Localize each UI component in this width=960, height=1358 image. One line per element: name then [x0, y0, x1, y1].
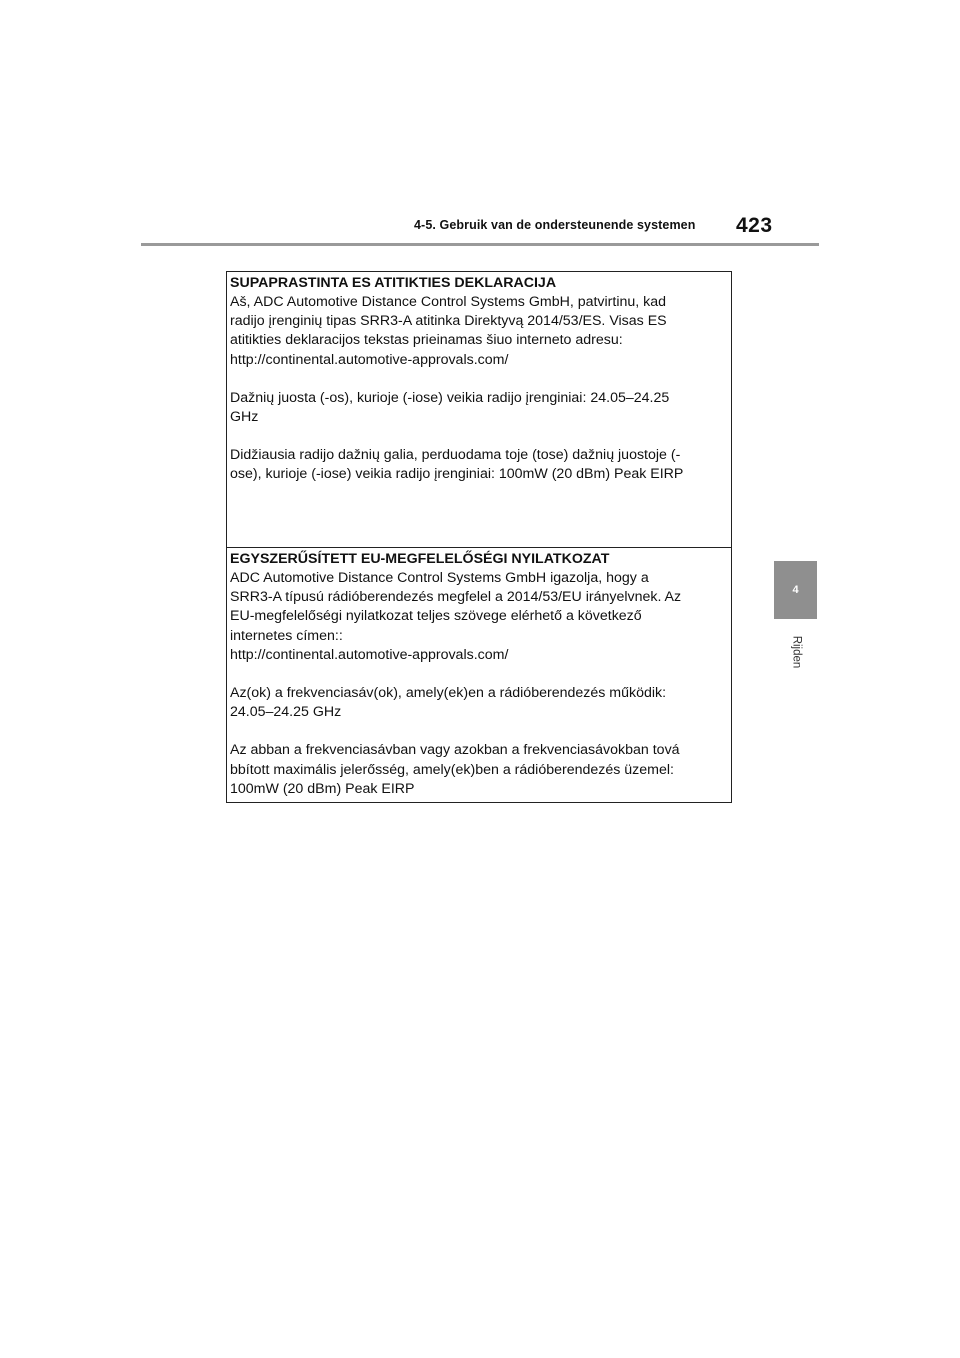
header-divider: [141, 243, 819, 246]
declaration-box: [226, 271, 732, 803]
chapter-number: 4: [792, 584, 799, 596]
declaration-paragraph: Az(ok) a frekvenciasáv(ok), amely(ek)en a rádióberendezés működik: 24.05–24.25 GHz: [230, 685, 667, 721]
declaration-title: EGYSZERŰSÍTETT EU-MEGFELELŐSÉGI NYILATKOZAT: [230, 551, 610, 567]
page-number: 423: [736, 214, 773, 237]
declaration-paragraph: Aš, ADC Automotive Distance Control Systems GmbH, patvirtinu, kad radijo įrenginių tipas SRR3-A atitinka Direktyvą 2014/53/ES. Visas ES atitikties deklaracijos tekstas prieinamas šiuo interneto adresu: http://continental.automotive-approvals.com/: [230, 294, 667, 368]
chapter-label-text: Rijden: [789, 635, 802, 669]
chapter-tab: [774, 561, 817, 619]
declaration-paragraph: ADC Automotive Distance Control Systems GmbH igazolja, hogy a SRR3-A típusú rádióberendezés megfelel a 2014/53/EU irányelvnek. Az EU-megfelelőségi nyilatkozat teljes szövege elérhető a következő internetes címen:: http://continental.automotive-approvals.com/: [230, 570, 682, 663]
declaration-lithuanian: [227, 272, 731, 548]
chapter-label: [776, 627, 816, 677]
section-title: 4-5. Gebruik van de ondersteunende systemen: [414, 218, 696, 232]
declaration-paragraph: Az abban a frekvenciasávban vagy azokban a frekvenciasávokban tová bbított maximális jelerősség, amely(ek)ben a rádióberendezés üzemel: 100mW (20 dBm) Peak EIRP: [230, 742, 680, 797]
declaration-title: SUPAPRASTINTA ES ATITIKTIES DEKLARACIJA: [230, 275, 557, 291]
declaration-hungarian: [227, 548, 731, 802]
declaration-paragraph: Didžiausia radijo dažnių galia, perduodama toje (tose) dažnių juostoje (- ose), kurioje (-iose) veikia radijo įrenginiai: 100mW (20 dBm) Peak EIRP: [230, 447, 684, 483]
declaration-paragraph: Dažnių juosta (-os), kurioje (-iose) veikia radijo įrenginiai: 24.05–24.25 GHz: [230, 389, 670, 426]
